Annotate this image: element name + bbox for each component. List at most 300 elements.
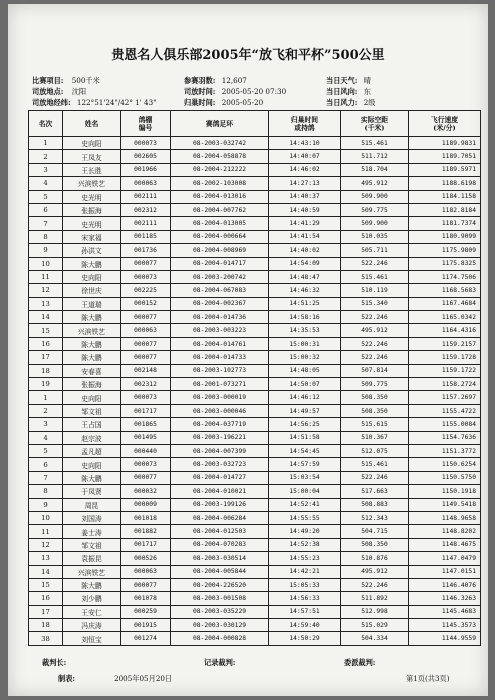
table-date: 2005年05月20日 xyxy=(114,674,173,683)
rank-cell: 2 xyxy=(29,150,63,163)
info-place-label: 司放地点: xyxy=(32,87,64,96)
return-time-cell: 14:27:13 xyxy=(269,177,341,190)
table-row xyxy=(29,578,481,591)
name-cell: 赵宗波 xyxy=(63,431,121,444)
speed-cell: 1175.8325 xyxy=(409,257,481,270)
loft-id-cell: 002312 xyxy=(121,378,171,391)
table-row xyxy=(29,230,481,243)
name-cell: 王安仁 xyxy=(63,605,121,618)
speed-cell: 1174.7506 xyxy=(409,270,481,283)
rank-cell: 17 xyxy=(29,605,63,618)
ring-number-cell: 08-2004-058878 xyxy=(171,150,269,163)
return-time-cell: 14:56:25 xyxy=(269,418,341,431)
speed-cell: 1157.2697 xyxy=(409,391,481,404)
table-row xyxy=(29,351,481,364)
speed-cell: 1189.5971 xyxy=(409,163,481,176)
rank-cell: 19 xyxy=(29,378,63,391)
page-number: 第1页(共3页) xyxy=(406,674,450,683)
table-row xyxy=(29,525,481,538)
info-count-label: 参赛羽数: xyxy=(184,76,216,85)
name-cell: 兴滨铁艺 xyxy=(63,177,121,190)
table-header-row xyxy=(29,111,481,137)
speed-cell: 1188.6198 xyxy=(409,177,481,190)
return-time-cell: 14:56:33 xyxy=(269,592,341,605)
ring-number-cell: 08-2004-002367 xyxy=(171,297,269,310)
name-cell: 王凤友 xyxy=(63,150,121,163)
distance-cell: 504.334 xyxy=(341,632,409,645)
info-place xyxy=(32,87,86,98)
name-cell: 兴滨铁艺 xyxy=(63,324,121,337)
distance-cell: 522.246 xyxy=(341,351,409,364)
loft-id-cell: 001185 xyxy=(121,230,171,243)
name-cell: 张振海 xyxy=(63,203,121,216)
speed-cell: 1165.0342 xyxy=(409,311,481,324)
rank-cell: 8 xyxy=(29,485,63,498)
return-time-cell: 14:51:25 xyxy=(269,297,341,310)
distance-cell: 522.246 xyxy=(341,471,409,484)
loft-id-cell: 000073 xyxy=(121,458,171,471)
table-body xyxy=(29,137,481,646)
name-cell: 于凤贤 xyxy=(63,485,121,498)
header-name: 姓名 xyxy=(63,111,121,137)
speed-cell: 1151.3772 xyxy=(409,444,481,457)
speed-cell: 1144.9559 xyxy=(409,632,481,645)
loft-id-cell: 000526 xyxy=(121,552,171,565)
name-cell: 孟凡超 xyxy=(63,444,121,457)
speed-cell: 1145.4683 xyxy=(409,605,481,618)
name-cell: 兴滨铁艺 xyxy=(63,565,121,578)
name-cell: 王长胜 xyxy=(63,163,121,176)
distance-cell: 504.715 xyxy=(341,525,409,538)
return-time-cell: 15:00:04 xyxy=(269,485,341,498)
loft-id-cell: 000077 xyxy=(121,257,171,270)
loft-id-cell: 001495 xyxy=(121,431,171,444)
return-time-cell: 14:52:38 xyxy=(269,538,341,551)
rank-cell: 12 xyxy=(29,284,63,297)
rank-cell: 14 xyxy=(29,311,63,324)
table-row xyxy=(29,150,481,163)
ring-number-cell: 08-2004-007399 xyxy=(171,444,269,457)
name-cell: 陈大鹏 xyxy=(63,257,121,270)
return-time-cell: 14:48:05 xyxy=(269,364,341,377)
ring-number-cell: 08-2004-014733 xyxy=(171,351,269,364)
ring-number-cell: 08-2003-030514 xyxy=(171,552,269,565)
speed-cell: 1180.9099 xyxy=(409,230,481,243)
name-cell: 姜士涛 xyxy=(63,525,121,538)
loft-id-cell: 000077 xyxy=(121,471,171,484)
speed-cell: 1146.3263 xyxy=(409,592,481,605)
header-ring-number: 赛鸽足环 xyxy=(171,111,269,137)
name-cell: 史向阳 xyxy=(63,458,121,471)
name-cell: 邹文祖 xyxy=(63,538,121,551)
loft-id-cell: 002111 xyxy=(121,217,171,230)
table-row xyxy=(29,163,481,176)
return-time-cell: 14:40:37 xyxy=(269,190,341,203)
table-row xyxy=(29,324,481,337)
info-weather xyxy=(326,76,371,87)
name-cell: 安春喜 xyxy=(63,364,121,377)
distance-cell: 510.119 xyxy=(341,284,409,297)
header-rank: 名次 xyxy=(29,111,63,137)
rank-cell: 3 xyxy=(29,163,63,176)
table-row xyxy=(29,364,481,377)
name-cell: 徐世庆 xyxy=(63,284,121,297)
ring-number-cell: 08-2002-103008 xyxy=(171,177,269,190)
table-row xyxy=(29,337,481,350)
distance-cell: 515.461 xyxy=(341,270,409,283)
rank-cell: 13 xyxy=(29,552,63,565)
loft-id-cell: 002148 xyxy=(121,364,171,377)
speed-cell: 1158.2724 xyxy=(409,378,481,391)
return-time-cell: 14:42:21 xyxy=(269,565,341,578)
speed-cell: 1155.4722 xyxy=(409,404,481,417)
speed-cell: 1175.9809 xyxy=(409,244,481,257)
return-time-cell: 14:51:58 xyxy=(269,431,341,444)
header-loft-id: 鸽棚 编号 xyxy=(121,111,171,137)
rank-cell: 17 xyxy=(29,351,63,364)
rank-cell: 11 xyxy=(29,270,63,283)
scorecard-sheet xyxy=(8,4,488,696)
table-row xyxy=(29,297,481,310)
info-item-label: 比赛项目: xyxy=(32,76,64,85)
rank-cell: 4 xyxy=(29,431,63,444)
ring-number-cell: 08-2003-032723 xyxy=(171,458,269,471)
ring-number-cell: 08-2003-000019 xyxy=(171,391,269,404)
distance-cell: 509.775 xyxy=(341,203,409,216)
ring-number-cell: 08-2004-070283 xyxy=(171,538,269,551)
name-cell: 史向阳 xyxy=(63,391,121,404)
rank-cell: 12 xyxy=(29,538,63,551)
name-cell: 史光明 xyxy=(63,190,121,203)
speed-cell: 1184.1158 xyxy=(409,190,481,203)
loft-id-cell: 000009 xyxy=(121,498,171,511)
return-time-cell: 14:43:10 xyxy=(269,137,341,150)
speed-cell: 1149.5418 xyxy=(409,498,481,511)
loft-id-cell: 001274 xyxy=(121,632,171,645)
table-row xyxy=(29,471,481,484)
return-time-cell: 14:54:09 xyxy=(269,257,341,270)
speed-cell: 1159.2157 xyxy=(409,337,481,350)
speed-cell: 1147.0151 xyxy=(409,565,481,578)
ring-number-cell: 08-2004-000828 xyxy=(171,632,269,645)
speed-cell: 1147.0479 xyxy=(409,552,481,565)
table-row xyxy=(29,552,481,565)
distance-cell: 509.900 xyxy=(341,190,409,203)
rank-cell: 7 xyxy=(29,471,63,484)
loft-id-cell: 002312 xyxy=(121,203,171,216)
rank-cell: 18 xyxy=(29,619,63,632)
name-cell: 邹文祖 xyxy=(63,404,121,417)
info-release xyxy=(184,87,286,98)
loft-id-cell: 000063 xyxy=(121,177,171,190)
rank-cell: 18 xyxy=(29,364,63,377)
return-time-cell: 14:40:59 xyxy=(269,203,341,216)
table-row xyxy=(29,378,481,391)
return-time-cell: 15:03:54 xyxy=(269,471,341,484)
table-row xyxy=(29,257,481,270)
table-row xyxy=(29,270,481,283)
rank-cell: 14 xyxy=(29,565,63,578)
table-row xyxy=(29,190,481,203)
loft-id-cell: 002605 xyxy=(121,150,171,163)
speed-cell: 1150.6254 xyxy=(409,458,481,471)
loft-id-cell: 000077 xyxy=(121,351,171,364)
table-row xyxy=(29,444,481,457)
info-wind-direction xyxy=(326,87,371,98)
loft-id-cell: 000440 xyxy=(121,444,171,457)
judge-label: 裁判长: xyxy=(42,658,67,667)
distance-cell: 510.876 xyxy=(341,552,409,565)
distance-cell: 511.712 xyxy=(341,150,409,163)
return-time-cell: 15:05:33 xyxy=(269,578,341,591)
name-cell: 孙洪文 xyxy=(63,244,121,257)
loft-id-cell: 001915 xyxy=(121,619,171,632)
rank-cell: 4 xyxy=(29,177,63,190)
loft-id-cell: 000077 xyxy=(121,311,171,324)
rank-cell: 1 xyxy=(29,391,63,404)
speed-cell: 1148.9658 xyxy=(409,511,481,524)
header-distance: 实际空距 (千米) xyxy=(341,111,409,137)
distance-cell: 515.461 xyxy=(341,458,409,471)
return-time-cell: 14:49:57 xyxy=(269,404,341,417)
table-row xyxy=(29,431,481,444)
distance-cell: 522.246 xyxy=(341,257,409,270)
info-count-value: 12,607 xyxy=(221,76,247,85)
rank-cell: 13 xyxy=(29,297,63,310)
speed-cell: 1146.4076 xyxy=(409,578,481,591)
table-row xyxy=(29,137,481,150)
ring-number-cell: 08-2003-196221 xyxy=(171,431,269,444)
table-row xyxy=(29,404,481,417)
distance-cell: 495.912 xyxy=(341,324,409,337)
table-row xyxy=(29,284,481,297)
table-row xyxy=(29,592,481,605)
ring-number-cell: 08-2003-032742 xyxy=(171,137,269,150)
page-title: 贵恩名人俱乐部2005年“放飞和平杯”500公里 xyxy=(111,48,385,63)
rank-cell: 11 xyxy=(29,525,63,538)
speed-cell: 1168.5683 xyxy=(409,284,481,297)
rank-cell: 9 xyxy=(29,244,63,257)
return-time-cell: 14:49:20 xyxy=(269,525,341,538)
ring-number-cell: 08-2004-008969 xyxy=(171,244,269,257)
loft-id-cell: 000063 xyxy=(121,565,171,578)
return-time-cell: 14:50:07 xyxy=(269,378,341,391)
rank-cell: 6 xyxy=(29,458,63,471)
loft-id-cell: 000073 xyxy=(121,270,171,283)
name-cell: 陈大鹏 xyxy=(63,578,121,591)
return-time-cell: 14:54:45 xyxy=(269,444,341,457)
loft-id-cell: 001717 xyxy=(121,538,171,551)
loft-id-cell: 001865 xyxy=(121,418,171,431)
ring-number-cell: 08-2004-007762 xyxy=(171,203,269,216)
loft-id-cell: 001717 xyxy=(121,404,171,417)
speed-cell: 1167.4684 xyxy=(409,297,481,310)
committee-label: 委派裁判: xyxy=(344,658,376,667)
loft-id-cell: 001736 xyxy=(121,244,171,257)
distance-cell: 509.775 xyxy=(341,378,409,391)
rank-cell: 2 xyxy=(29,404,63,417)
header-speed: 飞行速度 (米/分) xyxy=(409,111,481,137)
ring-number-cell: 08-2003-003223 xyxy=(171,324,269,337)
speed-cell: 1159.1722 xyxy=(409,364,481,377)
rank-cell: 7 xyxy=(29,217,63,230)
return-time-cell: 14:57:51 xyxy=(269,605,341,618)
name-cell: 史向阳 xyxy=(63,137,121,150)
distance-cell: 508.350 xyxy=(341,538,409,551)
loft-id-cell: 000032 xyxy=(121,485,171,498)
ring-number-cell: 08-2003-030129 xyxy=(171,619,269,632)
name-cell: 冯庆涛 xyxy=(63,619,121,632)
speed-cell: 1182.8184 xyxy=(409,203,481,216)
table-row xyxy=(29,244,481,257)
name-cell: 周昆 xyxy=(63,498,121,511)
distance-cell: 509.900 xyxy=(341,217,409,230)
distance-cell: 507.814 xyxy=(341,364,409,377)
info-weather-label: 当日天气: xyxy=(326,76,358,85)
return-time-cell: 14:35:53 xyxy=(269,324,341,337)
distance-cell: 522.246 xyxy=(341,311,409,324)
ring-number-cell: 08-2004-013016 xyxy=(171,190,269,203)
name-cell: 张振海 xyxy=(63,378,121,391)
name-cell: 陈大鹏 xyxy=(63,471,121,484)
table-row xyxy=(29,418,481,431)
ring-number-cell: 08-2004-212222 xyxy=(171,163,269,176)
distance-cell: 510.035 xyxy=(341,230,409,243)
return-time-cell: 14:41:29 xyxy=(269,217,341,230)
return-time-cell: 14:41:54 xyxy=(269,230,341,243)
rank-cell: 16 xyxy=(29,592,63,605)
loft-id-cell: 002225 xyxy=(121,284,171,297)
table-row xyxy=(29,538,481,551)
table-row xyxy=(29,485,481,498)
table-row xyxy=(29,511,481,524)
ring-number-cell: 08-2004-010021 xyxy=(171,485,269,498)
info-wind-force xyxy=(326,98,375,109)
results-table xyxy=(28,110,481,646)
info-coordinates-label: 司放地经纬: xyxy=(32,98,71,107)
name-cell: 宋家福 xyxy=(63,230,121,243)
loft-id-cell: 000077 xyxy=(121,337,171,350)
ring-number-cell: 08-2004-012503 xyxy=(171,525,269,538)
name-cell: 刘少鹏 xyxy=(63,592,121,605)
ring-number-cell: 08-2003-200742 xyxy=(171,270,269,283)
loft-id-cell: 000063 xyxy=(121,324,171,337)
return-time-cell: 14:40:02 xyxy=(269,244,341,257)
distance-cell: 508.883 xyxy=(341,498,409,511)
ring-number-cell: 08-2004-014717 xyxy=(171,257,269,270)
info-coordinates-value: 122°51'24"/42° 1' 43" xyxy=(76,98,157,107)
speed-cell: 1150.1918 xyxy=(409,485,481,498)
info-coordinates xyxy=(32,98,157,109)
name-cell: 史光明 xyxy=(63,217,121,230)
loft-id-cell: 001882 xyxy=(121,525,171,538)
rank-cell: 15 xyxy=(29,578,63,591)
return-time-cell: 14:55:55 xyxy=(269,511,341,524)
info-return-value: 2005-05-20 xyxy=(221,98,264,107)
ring-number-cell: 08-2004-014761 xyxy=(171,337,269,350)
loft-id-cell: 001018 xyxy=(121,511,171,524)
info-wind-force-label: 当日风力: xyxy=(326,98,358,107)
ring-number-cell: 08-2004-014727 xyxy=(171,471,269,484)
rank-cell: 1 xyxy=(29,137,63,150)
name-cell: 刘国涛 xyxy=(63,511,121,524)
speed-cell: 1181.7374 xyxy=(409,217,481,230)
loft-id-cell: 000077 xyxy=(121,578,171,591)
return-time-cell: 14:46:32 xyxy=(269,284,341,297)
rank-cell: 16 xyxy=(29,337,63,350)
distance-cell: 508.350 xyxy=(341,404,409,417)
table-row xyxy=(29,177,481,190)
table-row xyxy=(29,619,481,632)
ring-number-cell: 08-2004-005844 xyxy=(171,565,269,578)
return-time-cell: 14:59:40 xyxy=(269,619,341,632)
ring-number-cell: 08-2003-000046 xyxy=(171,404,269,417)
name-cell: 陈大鹏 xyxy=(63,351,121,364)
ring-number-cell: 08-2004-000664 xyxy=(171,230,269,243)
distance-cell: 495.912 xyxy=(341,177,409,190)
name-cell: 王占国 xyxy=(63,418,121,431)
speed-cell: 1150.5750 xyxy=(409,471,481,484)
rank-cell: 3 xyxy=(29,418,63,431)
info-wind-direction-label: 当日风向: xyxy=(326,87,358,96)
distance-cell: 517.663 xyxy=(341,485,409,498)
return-time-cell: 14:58:16 xyxy=(269,311,341,324)
distance-cell: 510.367 xyxy=(341,431,409,444)
distance-cell: 511.892 xyxy=(341,592,409,605)
rank-cell: 38 xyxy=(29,632,63,645)
ring-number-cell: 08-2003-102773 xyxy=(171,364,269,377)
return-time-cell: 14:40:07 xyxy=(269,150,341,163)
recorder-label: 记录裁判: xyxy=(204,658,236,667)
ring-number-cell: 08-2003-199126 xyxy=(171,498,269,511)
loft-id-cell: 001966 xyxy=(121,163,171,176)
loft-id-cell: 002111 xyxy=(121,190,171,203)
info-return-label: 归巢时间: xyxy=(184,98,216,107)
return-time-cell: 14:46:12 xyxy=(269,391,341,404)
distance-cell: 522.246 xyxy=(341,578,409,591)
info-place-value: 沈阳 xyxy=(71,87,87,96)
loft-id-cell: 000259 xyxy=(121,605,171,618)
speed-cell: 1164.4316 xyxy=(409,324,481,337)
distance-cell: 495.912 xyxy=(341,565,409,578)
rank-cell: 10 xyxy=(29,511,63,524)
return-time-cell: 14:52:41 xyxy=(269,498,341,511)
table-row xyxy=(29,311,481,324)
name-cell: 陈大鹏 xyxy=(63,337,121,350)
table-row xyxy=(29,458,481,471)
rank-cell: 9 xyxy=(29,498,63,511)
table-row xyxy=(29,217,481,230)
ring-number-cell: 08-2004-067083 xyxy=(171,284,269,297)
ring-number-cell: 08-2003-035229 xyxy=(171,605,269,618)
distance-cell: 505.711 xyxy=(341,244,409,257)
return-time-cell: 14:50:29 xyxy=(269,632,341,645)
table-row xyxy=(29,632,481,645)
return-time-cell: 14:57:59 xyxy=(269,458,341,471)
header-return-time: 归巢时间 或持鸽 xyxy=(269,111,341,137)
ring-number-cell: 08-2004-014736 xyxy=(171,311,269,324)
table-row xyxy=(29,498,481,511)
info-count xyxy=(184,76,247,87)
table-row xyxy=(29,203,481,216)
info-item xyxy=(32,76,100,87)
speed-cell: 1155.0084 xyxy=(409,418,481,431)
info-wind-direction-value: 东 xyxy=(363,87,371,96)
ring-number-cell: 08-2004-006284 xyxy=(171,511,269,524)
info-release-value: 2005-05-20 07:30 xyxy=(221,87,287,96)
name-cell: 袁振昆 xyxy=(63,552,121,565)
loft-id-cell: 000073 xyxy=(121,137,171,150)
